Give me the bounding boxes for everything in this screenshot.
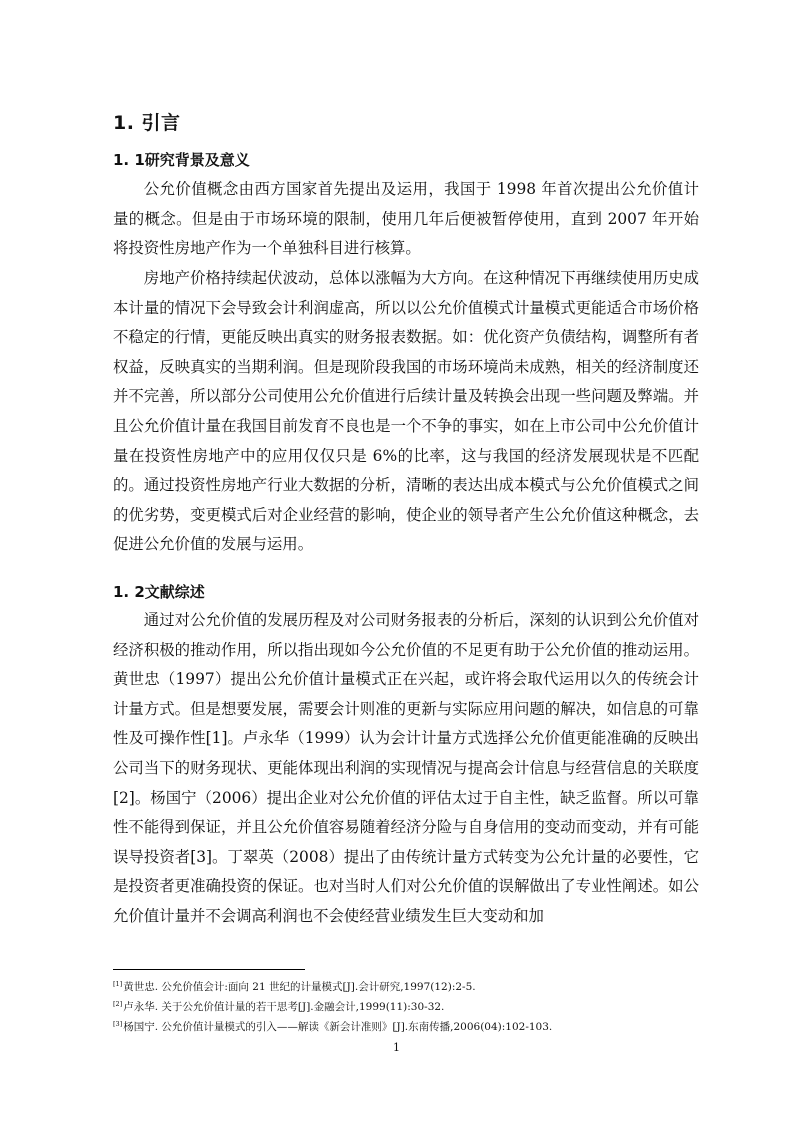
footnote-1: [113, 976, 713, 996]
paragraph-1: 公允价值概念由西方国家首先提出及运用，我国于 1998 年首次提出公允价值计量的概念。但是由于市场环境的限制，使用几年后便被暂停使用，直到 2007 年开始将投资性房地产作为一个单独科目进行核算。: [113, 180, 699, 258]
footnote-text: 黄世忠. 公允价值会计:面向 21 世纪的计量模式[J].会计研究,1997(12):2-5.: [123, 981, 476, 993]
footnote-text: 杨国宁. 公允价值计量模式的引入——解读《新会计准则》[J].东南传播,2006(04):102-103.: [123, 1021, 553, 1033]
section-heading: 1. 引言: [113, 112, 181, 134]
footnote-text: 卢永华. 关于公允价值计量的若干思考[J].金融会计,1999(11):30-32.: [123, 1001, 445, 1013]
paragraph-3: 通过对公允价值的发展历程及对公司财务报表的分析后，深刻的认识到公允价值对经济积极的推动作用，所以指出现如今公允价值的不足更有助于公允价值的推动运用。黄世忠（1997）提出公允价值计量模式正在兴起，或许将会取代运用以久的传统会计计量方式。但是想要发展，需要会计则准的更新与实际应用问题的解决，如信息的可靠性及可操作性[1]。卢永华（1999）认为会计计量方式选择公允价值更能准确的反映出公司当下的财务现状、更能体现出利润的实现情况与提高会计信息与经营信息的关联度[2]。杨国宁（2006）提出企业对公允价值的评估太过于自主性，缺乏监督。所以可靠性不能得到保证，并且公允价值容易随着经济分险与自身信用的变动而变动，并有可能误导投资者[3]。丁翠英（2008）提出了由传统计量方式转变为公允计量的必要性，它是投资者更准确投资的保证。也对当时人们对公允价值的误解做出了专业性阐述。如公允价值计量并不会调高利润也不会使经营业绩发生巨大变动和加: [113, 611, 699, 925]
footnote-mark: [1]: [113, 980, 123, 988]
subsection-heading-background: 1. 1研究背景及意义: [113, 151, 250, 169]
footnote-mark: [2]: [113, 1000, 123, 1008]
subsection-heading-literature: 1. 2文献综述: [113, 583, 205, 601]
footnote-divider: [113, 969, 305, 970]
page-number: 1: [393, 1041, 400, 1054]
footnote-2: [113, 996, 713, 1016]
footnote-mark: [3]: [113, 1020, 123, 1028]
paragraph-2: 房地产价格持续起伏波动，总体以涨幅为大方向。在这种情况下再继续使用历史成本计量的情况下会导致会计利润虚高，所以以公允价值模式计量模式更能适合市场价格不稳定的行情，更能反映出真实的财务报表数据。如：优化资产负债结构，调整所有者权益，反映真实的当期利润。但是现阶段我国的市场环境尚未成熟，相关的经济制度还并不完善，所以部分公司使用公允价值进行后续计量及转换会出现一些问题及弊端。并且公允价值计量在我国目前发育不良也是一个不争的事实，如在上市公司中公允价值计量在投资性房地产中的应用仅仅只是 6%的比率，这与我国的经济发展现状是不匹配的。通过投资性房地产行业大数据的分析，清晰的表达出成本模式与公允价值模式之间的优劣势，变更模式后对企业经营的影响，使企业的领导者产生公允价值这种概念，去促进公允价值的发展与运用。: [113, 269, 699, 554]
footnotes: [113, 976, 713, 1036]
footnote-3: [113, 1016, 713, 1036]
